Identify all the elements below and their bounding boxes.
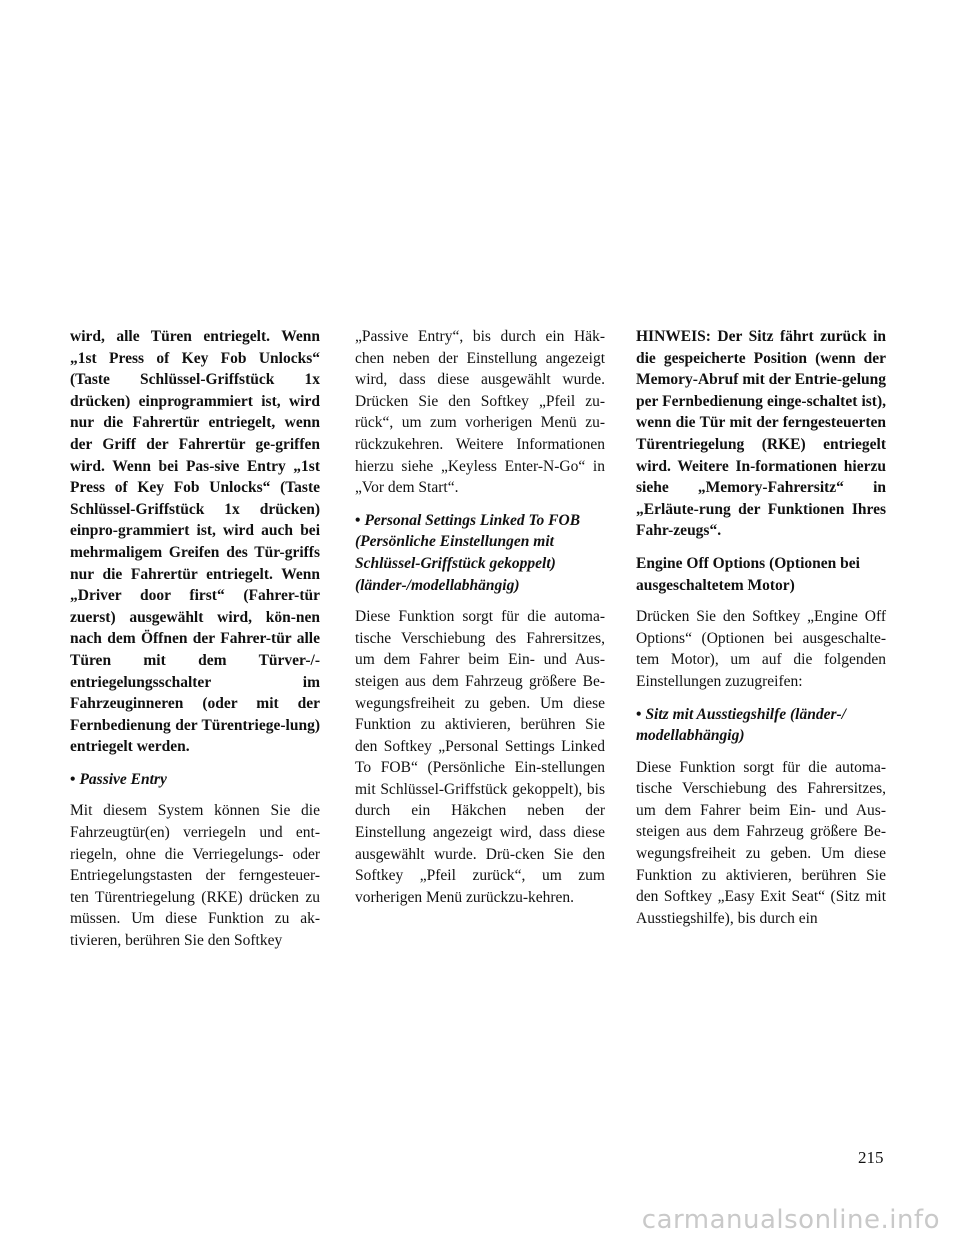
bullet-heading-easy-exit-seat bbox=[636, 704, 886, 747]
watermark: carmanualsonline.info bbox=[641, 1205, 940, 1235]
bullet-heading-passive-entry bbox=[70, 769, 320, 791]
bullet-heading-label: Sitz mit Ausstiegshilfe (länder-/ modellabhängig) bbox=[636, 705, 846, 745]
bullet-icon: • bbox=[355, 511, 361, 529]
bullet-icon: • bbox=[636, 705, 642, 723]
paragraph-door-unlock-bold: wird, alle Türen entriegelt. Wenn „1st Press of Key Fob Unlocks“ (Taste Schlüssel-Griffstück 1x drücken) einprogrammiert ist, wird nur die Fahrertür entriegelt, wenn der Griff der Fahrertür ge-griffen wird. Wenn bei Pas-sive Entry „1st Press of Key Fob Unlocks“ (Taste Schlüssel-Griffstück 1x drücken) einpro-grammiert ist, wird auch bei mehrmaligem Greifen des Tür-griffs nur die Fahrertür entriegelt. Wenn „Driver door first“ (Fahrer-tür zuerst) ausgewählt wird, kön-nen nach dem Öffnen der Fahrer-tür alle Türen mit dem Türver-/-entriegelungsschalter im Fahrzeuginneren (oder mit der Fernbedienung der Türentriege-lung) entriegelt werden. bbox=[70, 328, 320, 756]
bullet-heading-personal-settings bbox=[355, 510, 605, 596]
paragraph-passive-entry-cont: „Passive Entry“, bis durch ein Häk-chen neben der Einstellung angezeigt wird, dass diese ausgewählt wurde. Drücken Sie den Softkey „Pfeil zu-rück“, um zum vorherigen Menü zu-rückzukehren. Weitere Informationen hierzu siehe „Keyless Enter-N-Go“ in „Vor dem Start“. bbox=[355, 328, 605, 497]
section-heading-engine-off-options: Engine Off Options (Optionen bei ausgeschaltetem Motor) bbox=[636, 554, 860, 594]
bullet-icon: • bbox=[70, 770, 76, 788]
paragraph-passive-entry: Mit diesem System können Sie die Fahrzeugtür(en) verriegeln und ent-riegeln, ohne die Verriegelungs- oder Entriegelungstasten der ferngesteuer-ten Türentriegelung (RKE) drücken zu müssen. Um diese Funktion zu ak-tivieren, berühren Sie den Softkey bbox=[70, 802, 320, 950]
note-hinweis: HINWEIS: Der Sitz fährt zurück in die gespeicherte Position (wenn der Memory-Abruf mit der Entrie-gelung per Fernbedienung einge-schaltet ist), wenn die Tür mit der ferngesteuerten Türentriegelung (RKE) entriegelt wird. Weitere In-formationen hierzu siehe „Memory-Fahrersitz“ in „Erläute-rung der Funktionen Ihres Fahr-zeugs“. bbox=[636, 328, 886, 540]
paragraph-engine-off-options: Drücken Sie den Softkey „Engine Off Options“ (Optionen bei ausgeschalte-tem Motor), um auf die folgenden Einstellungen zuzugreifen: bbox=[636, 608, 886, 690]
paragraph-easy-exit-seat: Diese Funktion sorgt für die automa-tische Verschiebung des Fahrersitzes, um dem Fahrer beim Ein- und Aus-steigen aus dem Fahrzeug größere Be-wegungsfreiheit zu geben. Um diese Funktion zu aktivieren, berühren Sie den Softkey „Easy Exit Seat“ (Sitz mit Ausstiegshilfe), bis durch ein bbox=[636, 758, 886, 927]
column-right bbox=[636, 326, 886, 940]
paragraph-personal-settings: Diese Funktion sorgt für die automa-tische Verschiebung des Fahrersitzes, um dem Fahrer beim Ein- und Aus-steigen aus dem Fahrzeug größere Be-wegungsfreiheit zu geben. Um diese Funktion zu aktivieren, berühren Sie den Softkey „Personal Settings Linked To FOB“ (Persönliche Ein-stellungen mit Schlüssel-Griffstück gekoppelt), bis durch ein Häkchen neben der Einstellung angezeigt wird, dass diese ausgewählt wurde. Drü-cken Sie den Softkey „Pfeil zurück“, um zum vorherigen Menü zurückzu-kehren. bbox=[355, 608, 605, 906]
bullet-heading-label: Passive Entry bbox=[79, 770, 167, 788]
column-left bbox=[70, 326, 320, 963]
page-number: 215 bbox=[858, 1148, 884, 1167]
bullet-heading-label: Personal Settings Linked To FOB (Persönliche Einstellungen mit Schlüssel-Griffstück gekoppelt) (länder-/modellabhängig) bbox=[355, 511, 581, 594]
column-middle bbox=[355, 326, 605, 919]
